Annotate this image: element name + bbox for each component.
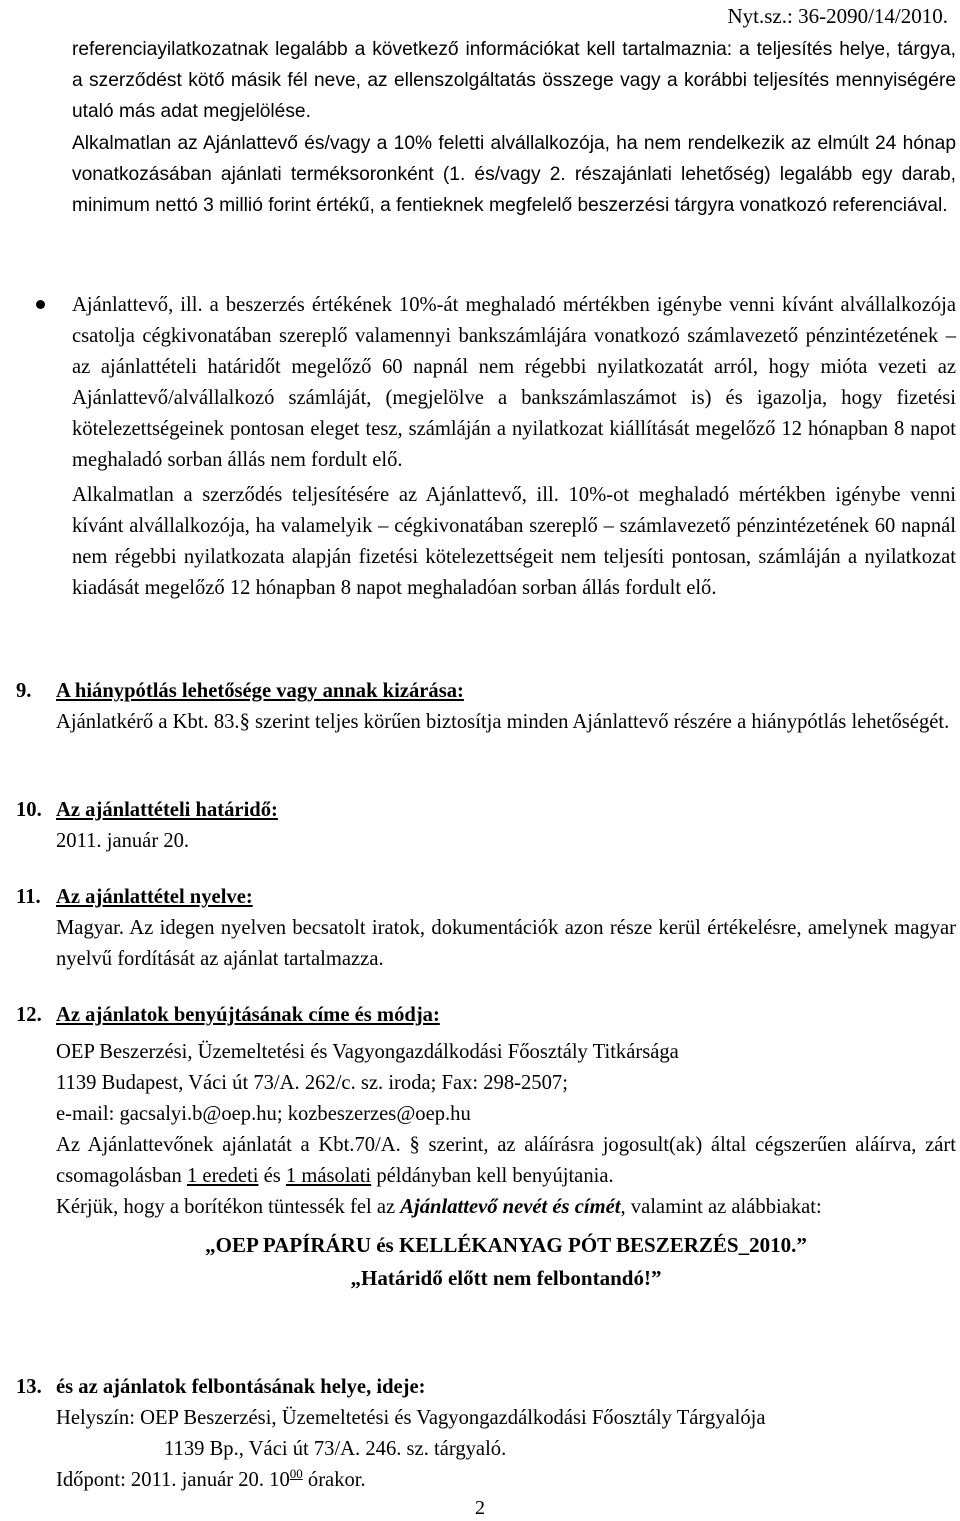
section-title: Az ajánlattételi határidő:	[56, 799, 278, 821]
bullet-text: Ajánlattevő, ill. a beszerzés értékének 10%-át meghaladó mértékben igénybe venni kívánt alvállalkozója csatolja cégkivonatában szereplő valamennyi bankszámlájára vonatkozó számlavezető pénzintézetének – az ajánlattételi határidőt megelőző 60 napnál nem régebbi nyilatkozatát arról, hogy mióta vezeti az Ajánlattevő/alvállalkozó számláját, (megjelölve a bankszámlaszámot is) és igazolja, hogy fizetési kötelezettségeinek pontosan eleget tesz, számláján a nyilatkozat kiállítását megelőző 12 hónapban 8 napot meghaladó sorban állás nem fordult elő.	[72, 294, 956, 471]
reference-requirements-paragraph: referenciayilatkozatnak legalább a következő információkat kell tartalmaznia: a teljesítés helye, tárgya, a szerződést kötő másik fél neve, az ellenszolgáltatás összege vagy a korábbi teljesítés mennyiségére utaló más adat megjelölése.	[72, 39, 956, 123]
section-10	[0, 795, 960, 857]
address-line-2: 1139 Budapest, Váci út 73/A. 262/c. sz. iroda; Fax: 298-2507;	[56, 1072, 568, 1094]
section-number: 11.	[16, 886, 41, 908]
section-text: Magyar. Az idegen nyelven becsatolt iratok, dokumentációk azon része kerül értékelésre, amelynek magyar nyelvű fordítását az ajánlat tartalmazza.	[56, 917, 956, 970]
section-title: és az ajánlatok felbontásának helye, ideje:	[56, 1376, 426, 1398]
duplicate-copy-count: 1 másolati	[285, 1165, 372, 1187]
envelope-instructions: Kérjük, hogy a borítékon tüntessék fel az Ajánlattevő nevét és címét, valamint az alábbiakat:	[56, 1196, 822, 1218]
section-title: Az ajánlatok benyújtásának címe és módja:	[56, 1004, 440, 1026]
unsuitability-paragraph: Alkalmatlan az Ajánlattevő és/vagy a 10% feletti alvállalkozója, ha nem rendelkezik az elmúlt 24 hónap vonatkozásában ajánlati terméksoronként (1. és/vagy 2. részajánlati lehetőség) legalább egy darab, minimum nettó 3 millió forint értékű, a fentieknek megfelelő beszerzési tárgyra vonatkozó referenciával.	[72, 132, 956, 217]
time-line: Időpont: 2011. január 20. $10^{00}$ órakor.	[56, 1466, 366, 1491]
bidder-name-emphasis: Ajánlattevő nevét és címét	[400, 1196, 621, 1218]
section-12	[0, 1000, 960, 1295]
submission-paragraph: Az Ajánlattevőnek ajánlatát a Kbt.70/A. § szerint, az aláírásra jogosult(ak) által cégszerűen aláírva, zárt csomagolásban 1 eredeti és 1 másolati példányban kell benyújtania.	[56, 1134, 956, 1187]
page-number: 2	[475, 1497, 485, 1519]
section-number: 13.	[16, 1376, 42, 1398]
original-copy-count: 1 eredeti	[186, 1165, 259, 1187]
section-title: Az ajánlattétel nyelve:	[56, 886, 253, 908]
section-13	[0, 1372, 960, 1496]
address-line-1: OEP Beszerzési, Üzemeltetési és Vagyongazdálkodási Főosztály Titkársága	[56, 1041, 679, 1063]
envelope-label-1: „OEP PAPÍRÁRU és KELLÉKANYAG PÓT BESZERZÉS_2010.”	[205, 1233, 807, 1257]
section-text: 2011. január 20.	[56, 830, 190, 852]
email-line: e-mail: gacsalyi.b@oep.hu; kozbeszerzes@oep.hu	[56, 1103, 471, 1125]
section-title: A hiánypótlás lehetősége vagy annak kizárása:	[56, 680, 464, 702]
section-11	[0, 882, 960, 975]
section-number: 10.	[16, 799, 42, 821]
section-number: 12.	[16, 1004, 42, 1026]
bank-unsuitability-paragraph: Alkalmatlan a szerződés teljesítésére az Ajánlattevő, ill. 10%-ot meghaladó mértékben igénybe venni kívánt alvállalkozója, ha valamelyik – cégkivonatában szereplő – számlavezető pénzintézetének 60 napnál nem régebbi nyilatkozata alapján fizetési kötelezettségeit nem teljesíti pontosan, számláján a nyilatkozat kiadását megelőző 12 hónapban 8 napot meghaladóan sorban állás fordult elő.	[72, 484, 956, 599]
place-line-2: 1139 Bp., Váci út 73/A. 246. sz. tárgyaló.	[164, 1438, 507, 1460]
section-9	[0, 676, 960, 738]
bank-statement-bullet	[36, 290, 956, 604]
top-text-block	[72, 34, 956, 221]
bullet-dot-icon	[36, 300, 45, 309]
place-line-1: Helyszín: OEP Beszerzési, Üzemeltetési és Vagyongazdálkodási Főosztály Tárgyalója	[56, 1407, 766, 1429]
section-text: Ajánlatkérő a Kbt. 83.§ szerint teljes körűen biztosítja minden Ajánlattevő részére a hiánypótlás lehetőségét.	[56, 711, 950, 733]
section-number: 9.	[16, 680, 32, 702]
time-minutes: 00	[289, 1466, 303, 1482]
envelope-label-2: „Határidő előtt nem felbontandó!”	[350, 1266, 662, 1290]
document-reference: Nyt.sz.: 36-2090/14/2010.	[727, 4, 948, 28]
